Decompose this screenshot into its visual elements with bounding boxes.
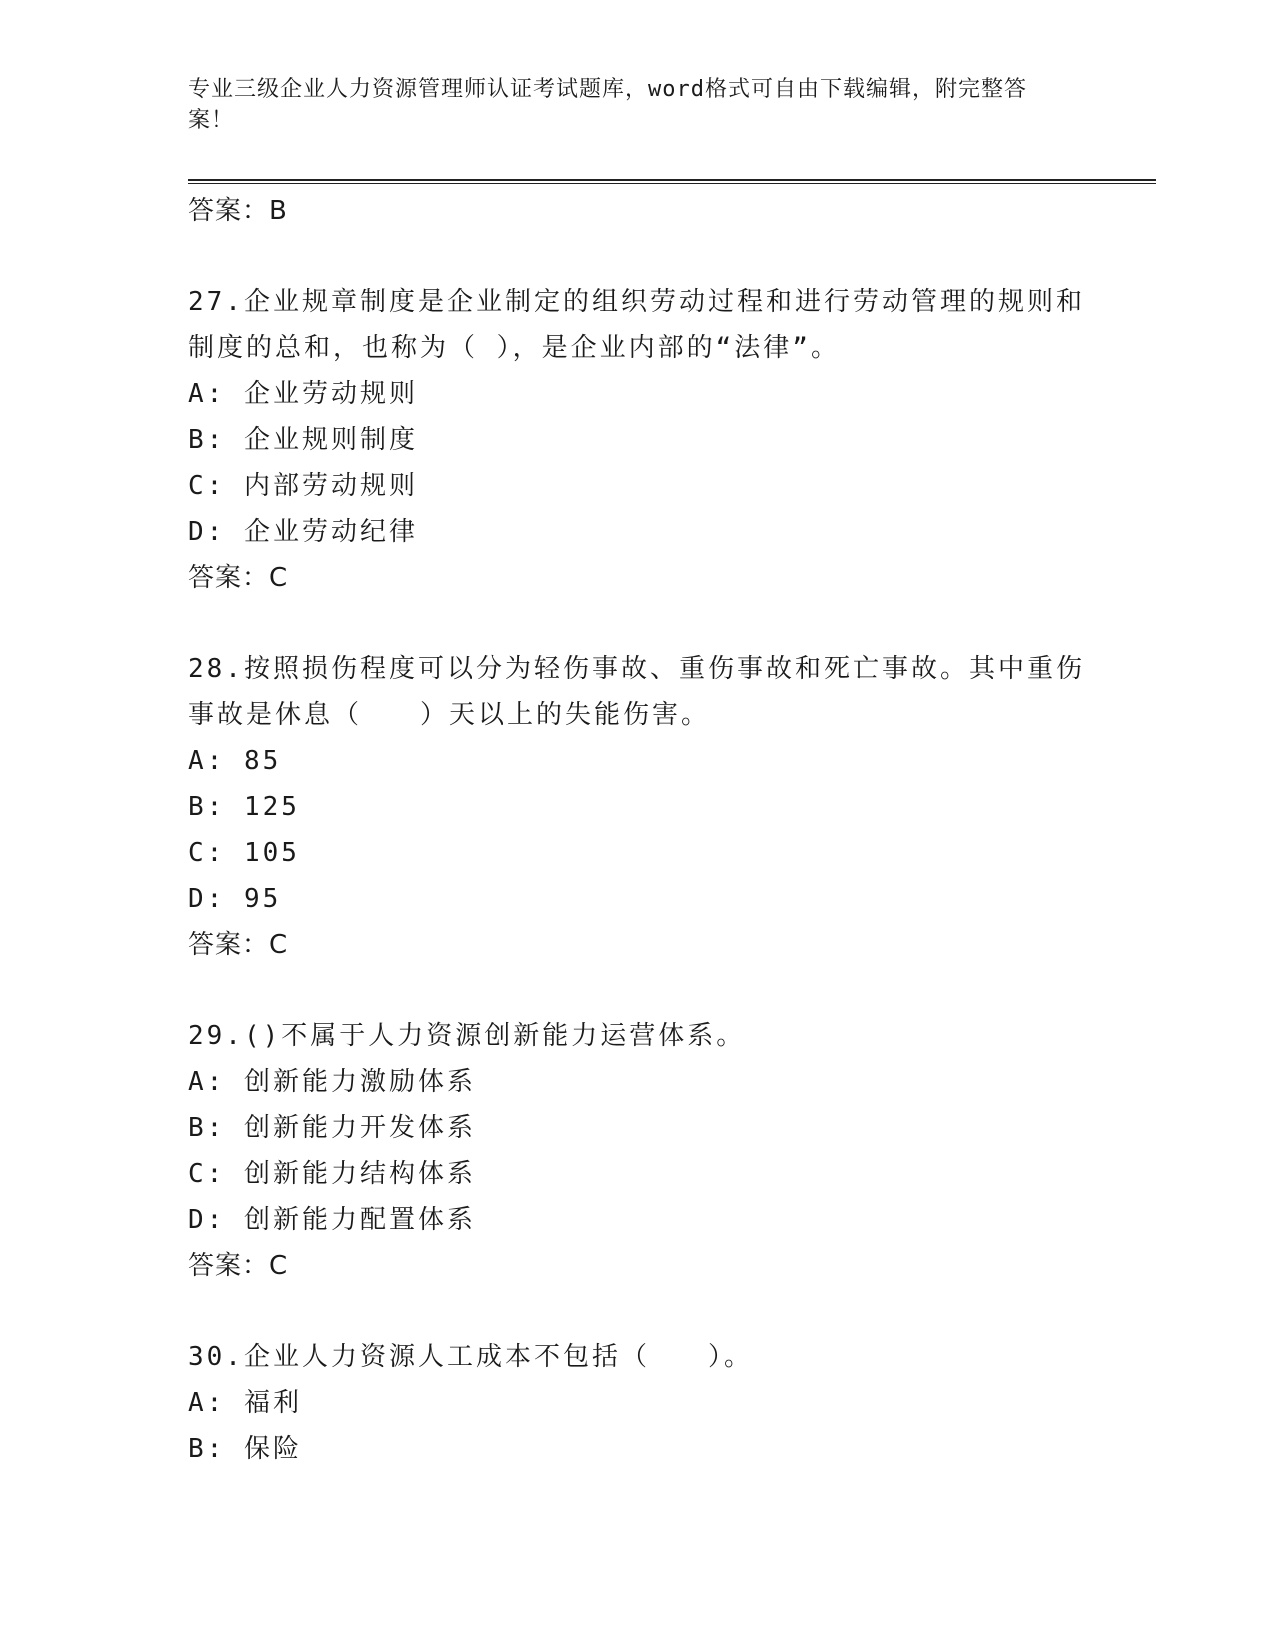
option-text: 105 [243,838,300,868]
option-c [188,1151,1088,1197]
option-text: 保险 [243,1434,302,1464]
option-text: 创新能力激励体系 [243,1067,476,1097]
option-key: D: [188,1205,244,1235]
option-a [188,1059,1088,1105]
option-c [188,830,1088,876]
option-text: 创新能力结构体系 [243,1159,476,1189]
option-a [188,371,1088,417]
question-answer: 答案：C [188,563,289,593]
option-d [188,1197,1088,1243]
option-b [188,417,1088,463]
option-text: 95 [243,884,282,914]
question-29 [188,1013,1088,1289]
option-text: 85 [243,746,282,776]
question-answer: 答案：C [188,930,289,960]
option-b [188,784,1088,830]
option-text: 福利 [243,1388,302,1418]
header-rule [188,179,1156,181]
question-stem: 28.按照损伤程度可以分为轻伤事故、重伤事故和死亡事故。其中重伤事故是休息（ ）天以上的失能伤害。 [188,654,1085,730]
option-text: 内部劳动规则 [243,471,418,501]
option-c [188,463,1088,509]
option-d [188,876,1088,922]
option-key: A: [188,1067,244,1097]
previous-answer: 答案：B [188,196,288,226]
option-d [188,509,1088,555]
question-28 [188,646,1088,968]
option-key: C: [188,838,244,868]
header-rule-thin [188,183,1156,184]
option-key: D: [188,884,244,914]
question-30 [188,1334,1088,1472]
page-header: 专业三级企业人力资源管理师认证考试题库，word格式可自由下载编辑，附完整答案！ [188,77,1027,133]
option-a [188,1380,1088,1426]
option-text: 企业劳动规则 [243,379,418,409]
option-key: C: [188,471,244,501]
question-27 [188,279,1088,601]
option-key: B: [188,792,244,822]
option-key: A: [188,379,244,409]
option-key: B: [188,1434,244,1464]
option-b [188,1105,1088,1151]
option-key: B: [188,425,244,455]
option-a [188,738,1088,784]
option-text: 创新能力开发体系 [243,1113,476,1143]
option-text: 企业规则制度 [243,425,418,455]
option-b [188,1426,1088,1472]
option-key: A: [188,1388,244,1418]
option-key: C: [188,1159,244,1189]
option-text: 创新能力配置体系 [243,1205,476,1235]
option-text: 125 [243,792,300,822]
option-key: B: [188,1113,244,1143]
option-key: D: [188,517,244,547]
option-key: A: [188,746,244,776]
question-answer: 答案：C [188,1251,289,1281]
question-list [188,188,1088,1472]
question-stem: 29.()不属于人力资源创新能力运营体系。 [188,1021,746,1051]
question-stem: 27.企业规章制度是企业制定的组织劳动过程和进行劳动管理的规则和制度的总和，也称为（ ），是企业内部的“法律”。 [188,287,1085,363]
option-text: 企业劳动纪律 [243,517,418,547]
question-stem: 30.企业人力资源人工成本不包括（ ）。 [188,1342,753,1372]
